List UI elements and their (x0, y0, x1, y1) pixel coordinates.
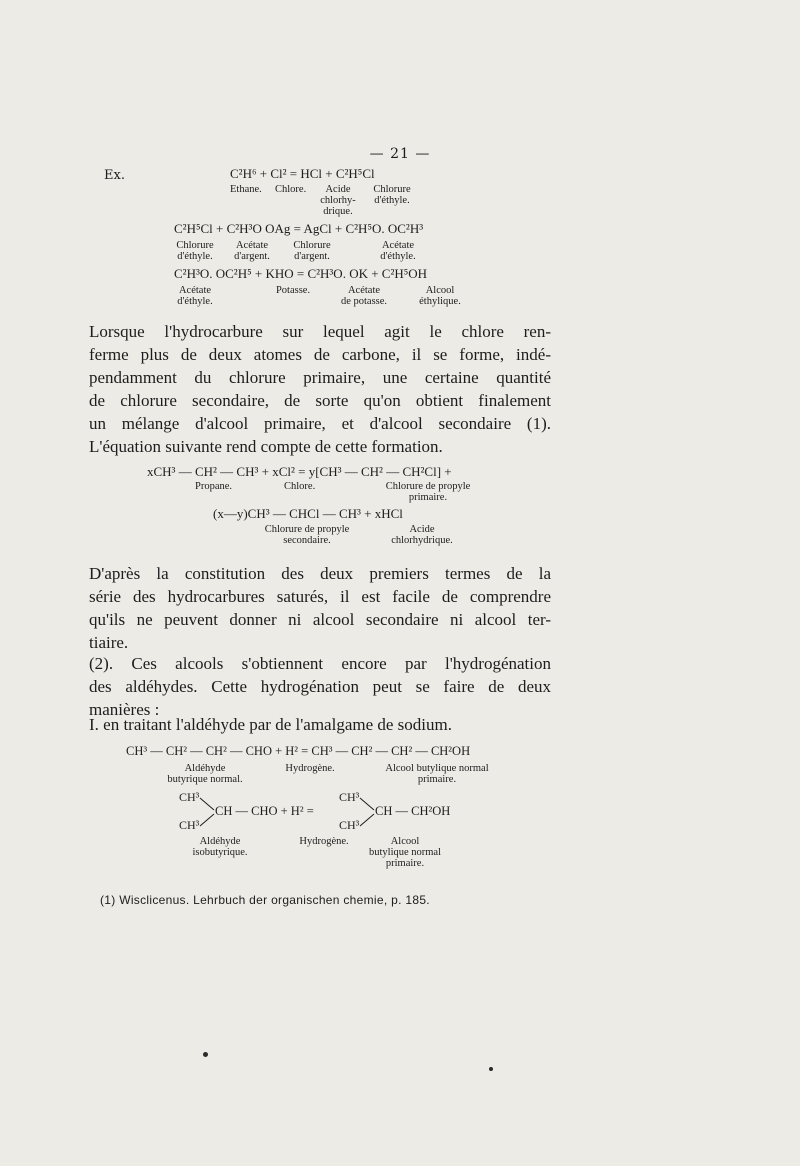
formula-left-main: CH — CHO + H² = (215, 804, 314, 818)
label-dethyle: d'éthyle. (380, 251, 416, 262)
label-acetate: Acétate (347, 285, 381, 296)
equation-propane: xCH³ — CH² — CH³ + xCl² = y[CH³ — CH² — CH²Cl] + (147, 464, 452, 479)
equation-3: C²H³O. OC²H⁵ + KHO = C²H³O. OK + C²H⁵OH (174, 266, 428, 281)
label-isobutyrique: isobutyrique. (192, 847, 248, 858)
text-line: de chlorure secondaire, de sorte qu'on obtient finalement (89, 391, 551, 410)
text-line: manières : (89, 700, 160, 719)
bond-line (360, 814, 374, 826)
label-potasse: Potasse. (275, 285, 311, 296)
label-chlorure-propyle: Chlorure de propyle (385, 481, 471, 492)
label-alcool-butylique: Alcool butylique normal (385, 763, 489, 774)
label-butyrique-normal: butyrique normal. (167, 774, 243, 785)
text-line: tiaire. (89, 633, 129, 652)
text-line: Lorsque l'hydrocarbure sur lequel agit le chlore ren- (89, 322, 551, 341)
example-label: Ex. (104, 168, 125, 183)
text-line: pendamment du chlorure primaire, une certaine quantité (89, 368, 551, 387)
label-chlorhydrique: chlorhydrique. (391, 535, 453, 546)
text-line: (2). Ces alcools s'obtiennent encore par l'hydrogénation (89, 654, 551, 673)
ink-speck (203, 1052, 208, 1057)
label-acetate: Acétate (381, 240, 415, 251)
equation-2: C²H⁵Cl + C²H³O OAg = AgCl + C²H⁵O. OC²H³ (174, 221, 424, 236)
page-number: — 21 — (369, 146, 431, 162)
label-chlorure: Chlorure (373, 184, 411, 195)
label-ethylique: éthylique. (419, 296, 461, 307)
label-primaire: primaire. (385, 858, 425, 869)
bond-line (200, 814, 214, 826)
label-acide: Acide (409, 524, 435, 535)
label-dethyle: d'éthyle. (177, 296, 213, 307)
label-alcool: Alcool (425, 285, 455, 296)
label-drique: drique. (323, 206, 353, 217)
text-line: des aldéhydes. Cette hydrogénation peut se faire de deux (89, 677, 551, 696)
equation-1: C²H⁶ + Cl² = HCl + C²H⁵Cl (230, 166, 375, 181)
formula-ch3-bottom-right: CH³ (339, 818, 360, 832)
equation-butyric: CH³ — CH² — CH² — CHO + H² = CH³ — CH² — CH² — CH²OH (126, 744, 471, 758)
formula-ch3-bottom-left: CH³ (179, 818, 200, 832)
label-primaire: primaire. (408, 492, 448, 503)
text-line: ferme plus de deux atomes de carbone, il se forme, indé- (89, 345, 551, 364)
label-chlore: Chlore. (275, 184, 307, 195)
label-dargent: d'argent. (294, 251, 330, 262)
label-alcool: Alcool (390, 836, 420, 847)
formula-ch3-top-left: CH³ (179, 790, 200, 804)
label-acide: Acide (325, 184, 351, 195)
label-dethyle: d'éthyle. (177, 251, 213, 262)
text-line: série des hydrocarbures saturés, il est facile de comprendre (89, 587, 551, 606)
label-de-potasse: de potasse. (340, 296, 388, 307)
label-chlorhy: chlorhy- (320, 195, 356, 206)
label-dargent: d'argent. (234, 251, 270, 262)
label-hydrogene: Hydrogène. (299, 836, 349, 847)
label-butylique-normal: butylique normal (368, 847, 442, 858)
equation-secondary: (x—y)CH³ — CHCl — CH³ + xHCl (213, 506, 403, 521)
label-propane: Propane. (195, 481, 233, 492)
label-secondaire: secondaire. (283, 535, 331, 546)
label-acetate: Acétate (235, 240, 269, 251)
text-line: qu'ils ne peuvent donner ni alcool secondaire ni alcool ter- (89, 610, 551, 629)
label-chlorure: Chlorure (293, 240, 331, 251)
label-chlore: Chlore. (284, 481, 316, 492)
label-primaire: primaire. (417, 774, 457, 785)
label-acetate: Acétate (178, 285, 212, 296)
formula-ch3-top-right: CH³ (339, 790, 360, 804)
bond-line (200, 798, 214, 810)
bond-line (360, 798, 374, 810)
text-line: un mélange d'alcool primaire, et d'alcool secondaire (1). (89, 414, 551, 433)
label-hydrogene: Hydrogène. (285, 763, 335, 774)
footnote: (1) Wisclicenus. Lehrbuch der organischen chemie, p. 185. (100, 893, 430, 907)
text-line: L'équation suivante rend compte de cette formation. (89, 437, 443, 456)
label-aldehyde: Aldéhyde (184, 763, 226, 774)
paragraph-4: I. en traitant l'aldéhyde par de l'amalgame de sodium. (89, 715, 452, 734)
label-aldehyde: Aldéhyde (199, 836, 241, 847)
text-line: D'après la constitution des deux premiers termes de la (89, 564, 551, 583)
label-dethyle: d'éthyle. (374, 195, 410, 206)
ink-speck (489, 1067, 493, 1071)
label-ethane: Ethane. (230, 184, 262, 195)
label-chlorure-propyle: Chlorure de propyle (264, 524, 350, 535)
formula-right-main: CH — CH²OH (375, 804, 451, 818)
label-chlorure: Chlorure (176, 240, 214, 251)
